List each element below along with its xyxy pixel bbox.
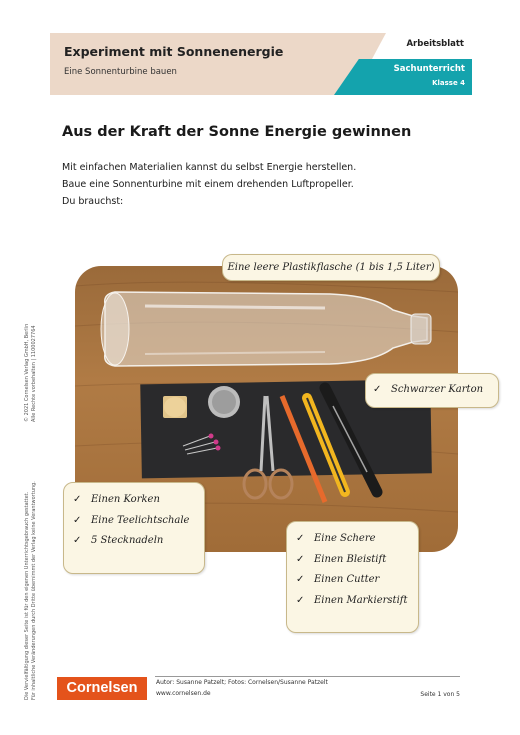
material-item xyxy=(296,550,418,571)
footer-divider xyxy=(155,676,460,677)
callout-karton xyxy=(365,373,499,408)
usage-note xyxy=(24,481,38,700)
usage-line: Die Vervielfältigung dieser Seite ist für den eigenen Unterrichtsgebrauch gestattet. xyxy=(24,491,30,700)
callout-left-group xyxy=(63,482,205,574)
material-item xyxy=(296,570,418,591)
footer-author: Autor: Susanne Patzelt; Fotos: Cornelsen/Susanne Patzelt xyxy=(156,679,328,686)
checkmark-icon: ✓ xyxy=(373,384,382,395)
copyright-line: © 2021 Cornelsen Verlag GmbH, Berlin xyxy=(24,323,30,422)
page-number: Seite 1 von 5 xyxy=(420,691,460,698)
doc-type-label: Arbeitsblatt xyxy=(406,39,464,49)
checkmark-icon: ✓ xyxy=(296,553,305,565)
material-item xyxy=(73,490,204,511)
material-item xyxy=(296,591,418,612)
material-item xyxy=(296,529,418,550)
material-label: 5 Stecknadeln xyxy=(91,535,164,546)
copyright-line: Alle Rechte vorbehalten | 1100027764 xyxy=(31,325,37,422)
material-item xyxy=(73,531,204,552)
main-heading: Aus der Kraft der Sonne Energie gewinnen xyxy=(62,124,412,140)
grade-label: Klasse 4 xyxy=(432,79,465,87)
footer-url[interactable]: www.cornelsen.de xyxy=(156,690,211,697)
worksheet-title: Experiment mit Sonnenenergie xyxy=(64,44,284,59)
copyright-note xyxy=(24,324,38,422)
subject-label: Sachunterricht xyxy=(393,64,465,74)
usage-line: Für inhaltliche Veränderungen durch Dritte übernimmt der Verlag keine Verantwortung. xyxy=(31,481,37,700)
callout-bottle xyxy=(222,254,440,281)
checkmark-icon: ✓ xyxy=(296,574,305,585)
material-item xyxy=(73,511,204,532)
cornelsen-logo: Cornelsen xyxy=(57,677,147,700)
checkmark-icon: ✓ xyxy=(296,594,305,606)
checkmark-icon: ✓ xyxy=(73,535,82,546)
worksheet-subtitle: Eine Sonnenturbine bauen xyxy=(64,67,177,77)
callout-bottle-text: Eine leere Plastikflasche (1 bis 1,5 Liter) xyxy=(227,262,435,273)
material-label: Einen Markierstift xyxy=(314,594,408,606)
checkmark-icon: ✓ xyxy=(296,533,305,544)
checkmark-icon: ✓ xyxy=(73,514,82,526)
intro-line: Du brauchst: xyxy=(62,196,124,207)
material-item xyxy=(373,380,498,401)
material-label: Eine Schere xyxy=(314,533,376,544)
intro-line: Mit einfachen Materialien kannst du selbst Energie herstellen. xyxy=(62,162,357,173)
checkmark-icon: ✓ xyxy=(73,494,82,505)
callout-right-group xyxy=(286,521,419,633)
intro-line: Baue eine Sonnenturbine mit einem drehenden Luftpropeller. xyxy=(62,179,354,190)
material-label: Einen Bleistift xyxy=(314,553,387,565)
material-label: Einen Cutter xyxy=(314,574,380,585)
material-label: Einen Korken xyxy=(91,494,160,505)
material-label: Eine Teelichtschale xyxy=(91,514,190,526)
bottle-shape xyxy=(101,292,431,366)
material-label: Schwarzer Karton xyxy=(391,384,484,395)
